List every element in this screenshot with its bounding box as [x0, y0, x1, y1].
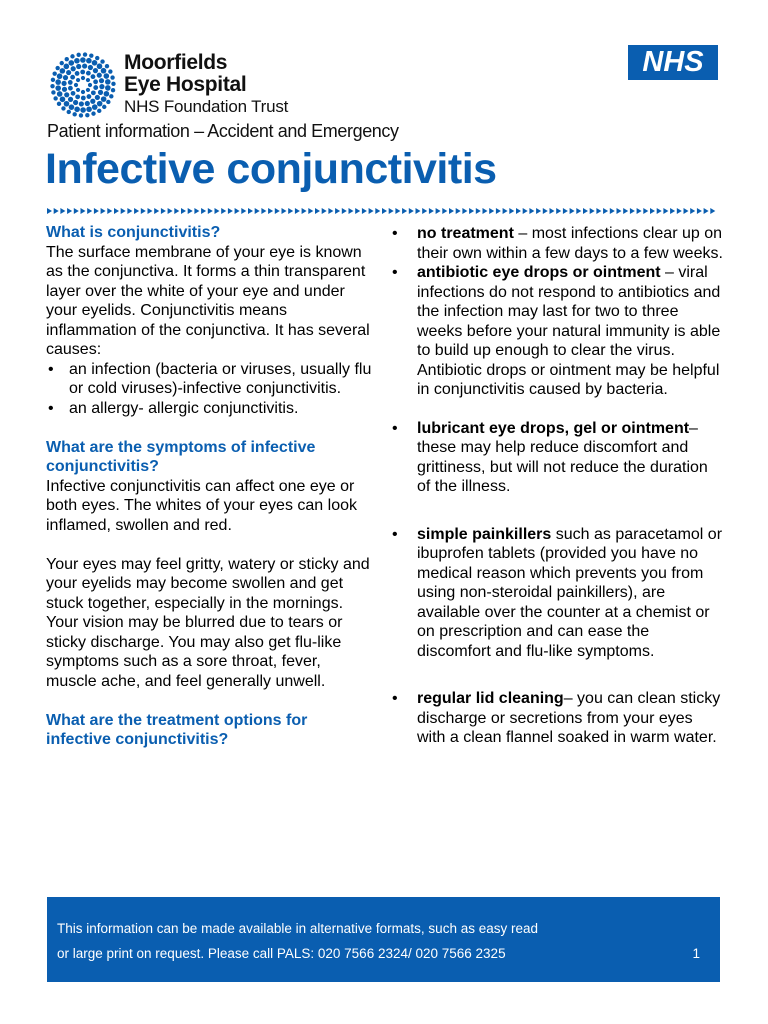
list-item-text: an infection (bacteria or viruses, usually flu or cold viruses)-infective conjunctivitis. — [69, 360, 372, 397]
footer-banner — [47, 897, 720, 982]
heading-what-is: What is conjunctivitis? — [46, 224, 221, 241]
paragraph-symptoms-1: Infective conjunctivitis can affect one eye or both eyes. The whites of your eyes can look inflamed, swollen and red. — [46, 477, 357, 534]
treatment-description: – you can clean sticky discharge or secretions from your eyes with a clean flannel soaked in warm water. — [417, 690, 721, 746]
treatment-description: – viral infections do not respond to antibiotics and the infection may last for two to three weeks before your natural immunity is able to build up enough to clear the virus. Antibiotic drops or ointment may be helpful in conjunctivitis caused by bacteria. — [417, 264, 721, 398]
bullet-icon: • — [392, 225, 398, 242]
page-title: Infective conjunctivitis — [45, 145, 497, 193]
heading-treatment: What are the treatment options for infective conjunctivitis? — [46, 711, 308, 748]
right-column — [390, 224, 725, 748]
treatment-name: lubricant eye drops, gel or ointment — [417, 419, 690, 437]
nhs-logo: NHS — [628, 45, 718, 80]
treatment-description: – most infections clear up on their own within a few days to a few weeks. — [417, 225, 723, 262]
bullet-icon: • — [48, 399, 54, 417]
treatment-item — [390, 263, 725, 400]
moorfields-logo-icon — [50, 52, 116, 118]
bullet-icon: • — [48, 360, 54, 378]
hospital-name-line1: Moorfields — [124, 51, 228, 74]
heading-symptoms: What are the symptoms of infective conjunctivitis? — [46, 438, 316, 475]
treatment-name: simple painkillers — [417, 525, 552, 543]
treatment-description: such as paracetamol or ibuprofen tablets (provided you have no medical reason which prevents you from using non-steroidal painkillers), are available over the counter at a chemist or on prescription and can ease the discomfort and flu-like symptoms. — [417, 525, 723, 660]
footer-line2: or large print on request. Please call PALS: 020 7566 2324/ 020 7566 2325 — [57, 946, 506, 961]
list-item — [46, 360, 372, 399]
treatment-item — [390, 689, 725, 748]
bullet-icon: • — [392, 525, 398, 543]
bullet-icon: • — [392, 690, 398, 707]
left-column — [46, 223, 372, 750]
footer-line1: This information can be made available in alternative formats, such as easy read — [57, 921, 538, 936]
hospital-name — [124, 52, 288, 117]
treatment-name: regular lid cleaning — [417, 690, 564, 707]
treatment-item — [390, 419, 725, 497]
hospital-name-line2: Eye Hospital — [124, 73, 247, 96]
list-item — [46, 399, 372, 419]
treatment-name: antibiotic eye drops or ointment — [417, 264, 661, 281]
treatment-name: no treatment — [417, 225, 514, 242]
hospital-name-line3: NHS Foundation Trust — [124, 97, 289, 116]
treatment-description: – these may help reduce discomfort and grittiness, but will not reduce the duration of the illness. — [417, 419, 708, 495]
arrow-divider — [47, 205, 721, 217]
bullet-icon: • — [392, 419, 398, 437]
list-item-text: an allergy- allergic conjunctivitis. — [69, 399, 299, 417]
treatment-item — [390, 525, 725, 662]
treatment-item — [390, 224, 725, 263]
paragraph-symptoms-2: Your eyes may feel gritty, watery or sticky and your eyelids may become swollen and get stuck together, especially in the mornings. Your vision may be blurred due to tears or sticky discharge. You may also get flu-like symptoms such as a sore throat, fever, muscle ache, and feel generally unwell. — [46, 555, 370, 690]
document-category: Patient information – Accident and Emergency — [47, 121, 399, 141]
paragraph-what-is: The surface membrane of your eye is known as the conjunctiva. It forms a thin transparent layer over the white of your eye and under your eyelids. Conjunctivitis means inflammation of the conjunctiva. It has several causes: — [46, 243, 370, 358]
page-number: 1 — [692, 946, 700, 961]
bullet-icon: • — [392, 264, 398, 281]
